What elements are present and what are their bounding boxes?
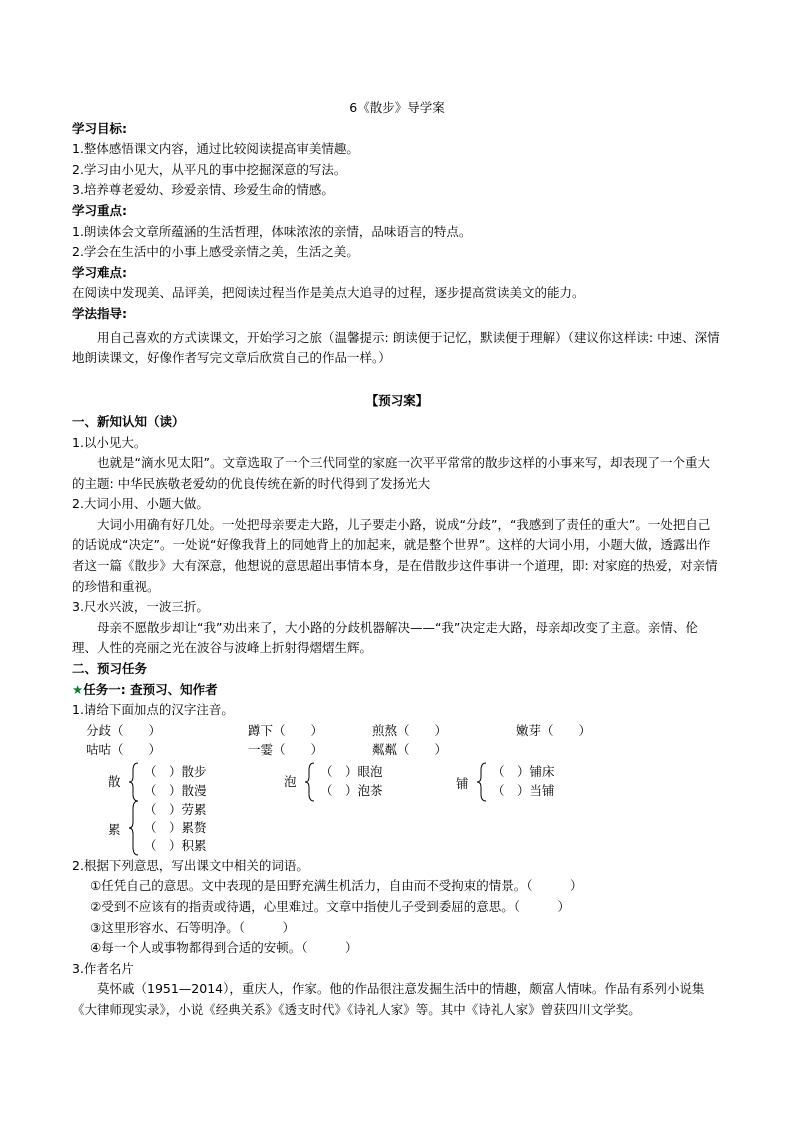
poly-item[interactable]: （ ）泡茶 [320, 782, 383, 798]
difficulty-text: 在阅读中发现美、品评美，把阅读过程当作是美点大追寻的过程，逐步提高赏读美文的能力。 [72, 285, 585, 301]
question-1: 1.请给下面加点的汉字注音。 [72, 702, 234, 718]
poly-item[interactable]: （ ）积累 [144, 837, 207, 853]
pinyin-blank[interactable]: 一霎（ ） [248, 742, 324, 758]
pinyin-blank[interactable]: 煎熬（ ） [372, 722, 448, 738]
poly-item[interactable]: （ ）当铺 [492, 782, 555, 798]
guidance-heading: 学法指导: [72, 305, 127, 321]
polyphone-block [72, 760, 722, 856]
objective-item: 2.学习由小见大，从平凡的事中挖掘深意的写法。 [72, 161, 347, 177]
poly-item[interactable]: （ ）眼泡 [320, 763, 383, 779]
pinyin-blank[interactable]: 粼粼（ ） [372, 742, 448, 758]
preview-heading: 【预习案】 [365, 393, 429, 409]
brace-icon [128, 800, 140, 856]
worksheet [72, 98, 722, 1021]
poly-char: 累 [108, 821, 121, 837]
section-heading: 二、预习任务 [72, 661, 148, 677]
q2-item[interactable]: ①任凭自己的意思。文中表现的是田野充满生机活力，自由而不受拘束的情景。（ ） [90, 878, 583, 894]
objectives-heading: 学习目标: [72, 120, 127, 136]
objective-item: 1.整体感悟课文内容，通过比较阅读提高审美情趣。 [72, 141, 359, 157]
key-point-item: 1.朗读体会文章所蕴涵的生活哲理，体味浓浓的亲情，品味语言的特点。 [72, 223, 472, 239]
point-title: 2.大词小用、小题大做。 [72, 496, 209, 512]
question-3: 3.作者名片 [72, 960, 134, 976]
brace-icon [476, 762, 488, 802]
poly-item[interactable]: （ ）铺床 [492, 763, 555, 779]
pinyin-blank[interactable]: 嫩芽（ ） [516, 722, 592, 738]
key-points-heading: 学习重点: [72, 202, 127, 218]
question-2: 2.根据下列意思，写出课文中相关的词语。 [72, 857, 309, 873]
pinyin-blank[interactable]: 分歧（ ） [86, 722, 162, 738]
poly-item[interactable]: （ ）散步 [144, 763, 207, 779]
pinyin-blank[interactable]: 咕咕（ ） [86, 742, 162, 758]
point-title: 3.尺水兴波，一波三折。 [72, 599, 209, 615]
poly-char: 铺 [456, 775, 469, 791]
brace-icon [304, 762, 316, 802]
pinyin-blank[interactable]: 蹲下（ ） [248, 722, 324, 738]
objective-item: 3.培养尊老爱幼、珍爱亲情、珍爱生命的情感。 [72, 182, 334, 198]
poly-char: 散 [108, 773, 121, 789]
poly-item[interactable]: （ ）劳累 [144, 801, 207, 817]
q2-item[interactable]: ④每一个人或事物都得到合适的安顿。（ ） [90, 940, 358, 956]
poly-item[interactable]: （ ）散漫 [144, 782, 207, 798]
brace-icon [128, 762, 140, 802]
poly-item[interactable]: （ ）累赘 [144, 819, 207, 835]
task-label: 任务一: 查预习、知作者 [83, 681, 218, 697]
difficulty-heading: 学习难点: [72, 264, 127, 280]
author-text: 莫怀戚（1951—2014），重庆人，作家。他的作品很注意发掘生活中的情趣，颇富人情味。作品有系列小说集《大律师现实录》，小说《经典关系》《透支时代》《诗礼人家》等。其中《诗礼人家》曾获四川文学奖。 [72, 981, 705, 1017]
guidance-text: 用自己喜欢的方式读课文，开始学习之旅（温馨提示: 朗读便于记忆，默读便于理解）（建议你这样读: 中速、深情地朗读课文，好像作者写完文章后欣赏自己的作品一样。） [72, 329, 720, 366]
key-point-item: 2.学会在生活中的小事上感受亲情之美，生活之美。 [72, 244, 359, 260]
star-icon: ★ [72, 681, 84, 697]
task-heading [72, 680, 722, 701]
point-text: 也就是“滴水见太阳”。文章选取了一个三代同堂的家庭一次平平常常的散步这样的小事来写，却表现了一个重大的主题: 中华民族敬老爱幼的优良传统在新的时代得到了发扬光大 [72, 455, 710, 491]
poly-char: 泡 [284, 773, 297, 789]
section-heading: 一、新知认知（读） [72, 413, 185, 429]
q2-item[interactable]: ③这里形容水、石等明净。（ ） [90, 919, 295, 935]
pinyin-row [72, 721, 722, 741]
point-title: 1.以小见大。 [72, 434, 147, 450]
point-text: 母亲不愿散步却让“我”劝出来了，大小路的分歧机器解决——“我”决定走大路，母亲却改变了主意。亲情、伦理、人性的亮丽之光在波谷与波峰上折射得熠熠生辉。 [72, 619, 698, 656]
pinyin-row [72, 740, 722, 760]
page-title: 6《散步》导学案 [349, 100, 445, 115]
point-text: 大词小用确有好几处。一处把母亲要走大路，儿子要走小路，说成“分歧”，“我感到了责任的重大”。一处把自己的话说成“决定”。一处说“好像我背上的同她背上的加起来，就是整个世界”。这样的大词小用，小题大做，透露出作者这一篇《散步》大有深意，他想说的意思超出事情本身，是在借散步这件事讲一个道理，即: 对家庭的热爱，对亲情的珍惜和重视。 [72, 516, 718, 594]
q2-item[interactable]: ②受到不应该有的指责或待遇，心里难过。文章中指使儿子受到委屈的意思。（ ） [90, 899, 570, 914]
